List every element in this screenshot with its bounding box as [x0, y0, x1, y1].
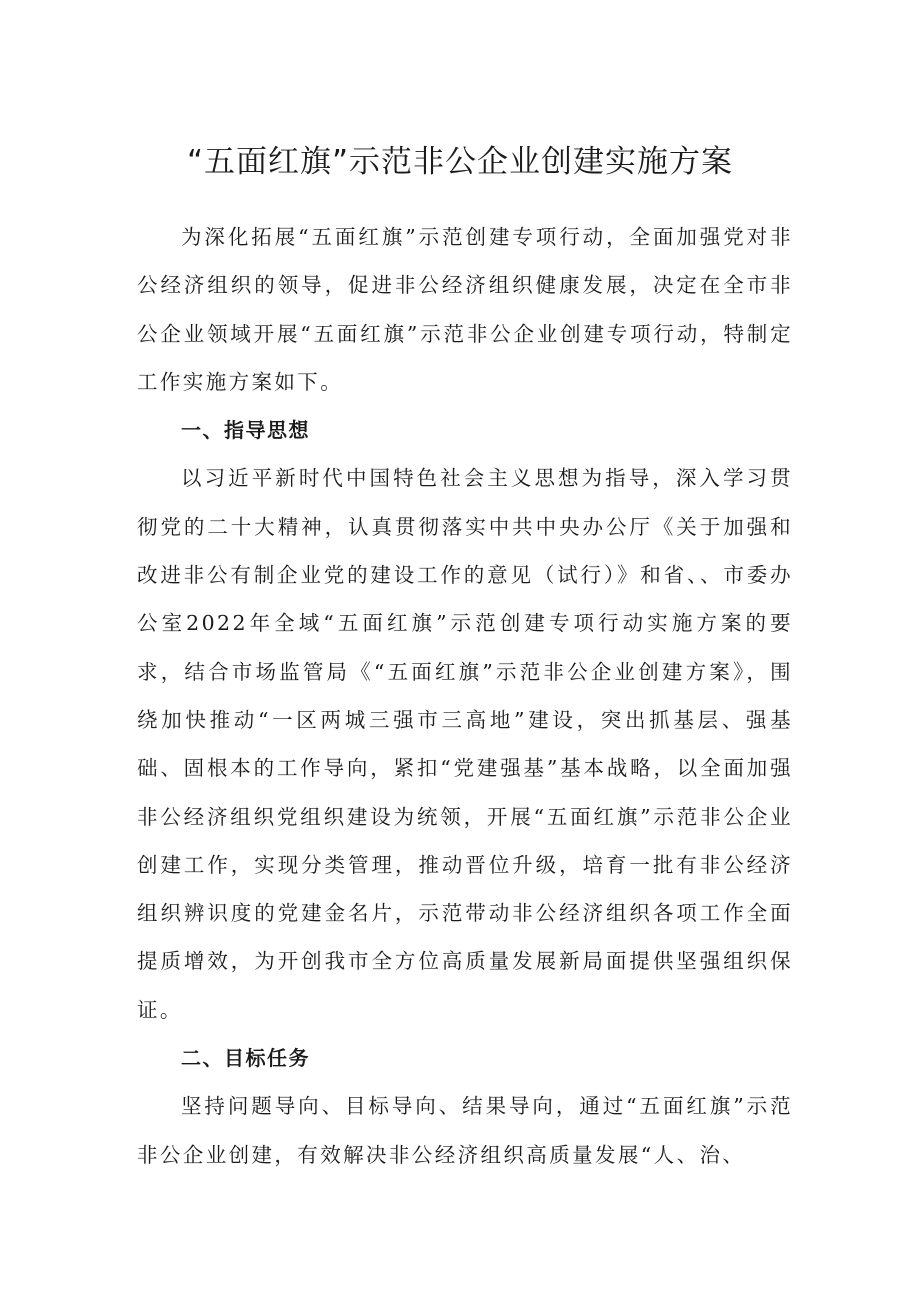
guiding-thought-paragraph: 以习近平新时代中国特色社会主义思想为指导，深入学习贯彻党的二十大精神，认真贯彻落实中共中央办公厅《关于加强和改进非公有制企业党的建设工作的意见（试行）》和省、、市委办公室2022年全域“五面红旗”示范创建专项行动实施方案的要求，结合市场监管局《“五面红旗”示范非公企业创建方案》，围绕加快推动“一区两城三强市三高地”建设，突出抓基层、强基础、固根本的工作导向，紧扣“党建强基”基本战略，以全面加强非公经济组织党组织建设为统领，开展“五面红旗”示范非公企业创建工作，实现分类管理，推动晋位升级，培育一批有非公经济组织辨识度的党建金名片，示范带动非公经济组织各项工作全面提质增效，为开创我市全方位高质量发展新局面提供坚强组织保证。 [137, 466, 793, 1022]
intro-paragraph: 为深化拓展“五面红旗”示范创建专项行动，全面加强党对非公经济组织的领导，促进非公经济组织健康发展，决定在全市非公企业领域开展“五面红旗”示范非公企业创建专项行动，特制定工作实施方案如下。 [137, 225, 793, 394]
goals-tasks-paragraph: 坚持问题导向、目标导向、结果导向，通过“五面红旗”示范非公企业创建，有效解决非公经济组织高质量发展“人、治、 [137, 1094, 793, 1167]
section-heading-goals-tasks: 二、目标任务 [181, 1046, 310, 1071]
section-heading-guiding-thought: 一、指导思想 [181, 418, 310, 443]
document-body [137, 213, 793, 1179]
document-title: “五面红旗”示范非公企业创建实施方案 [186, 144, 734, 180]
